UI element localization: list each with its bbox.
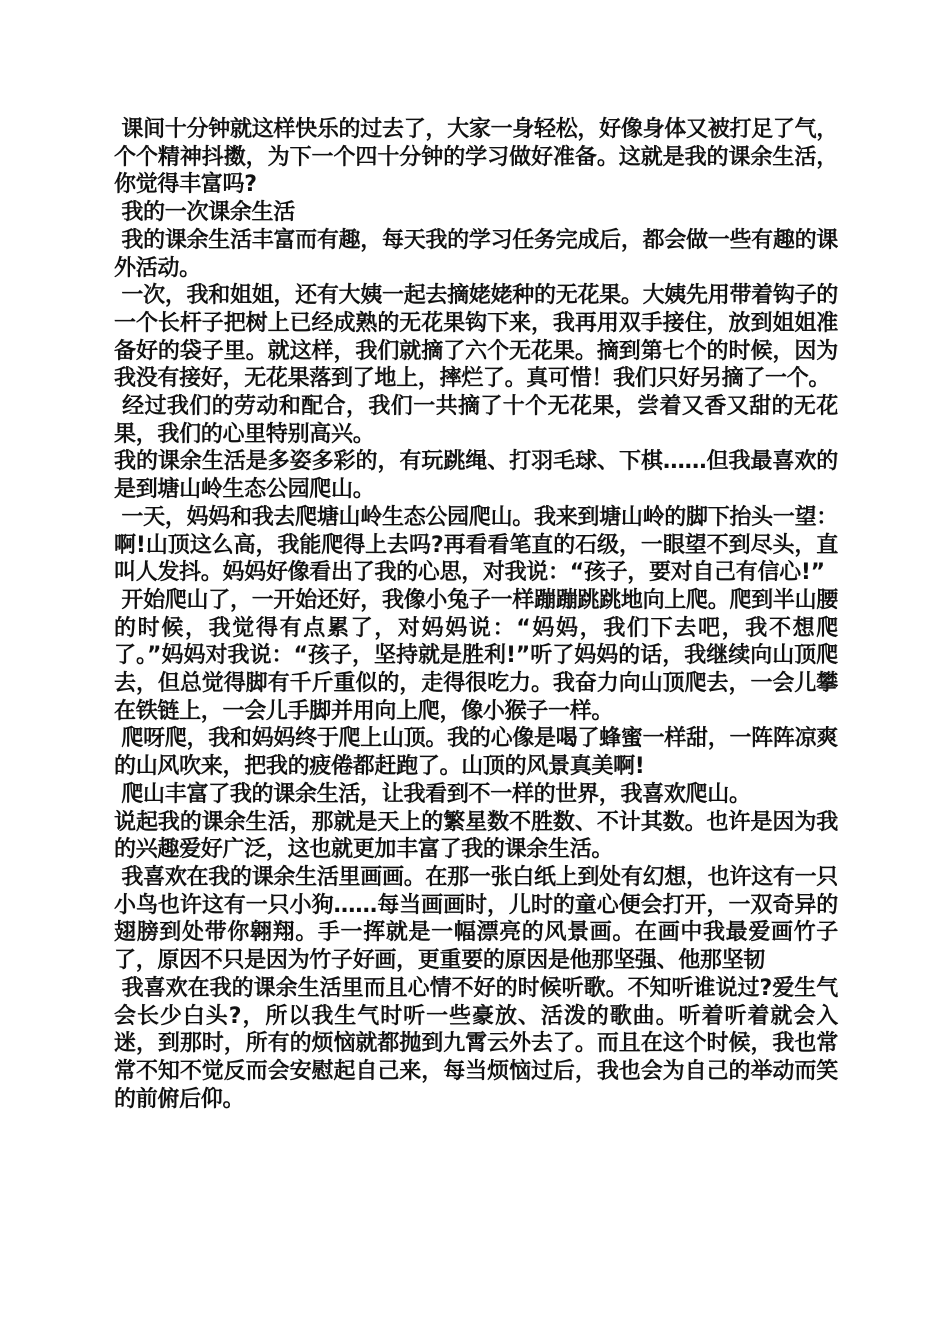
paragraph-interests: 说起我的课余生活，那就是天上的繁星数不胜数、不计其数。也许是因为我的兴趣爱好广泛，这也就更加丰富了我的课余生活。 xyxy=(114,809,838,863)
paragraph-summit: 爬呀爬，我和妈妈终于爬上山顶。我的心像是喝了蜂蜜一样甜，一阵阵凉爽的山风吹来，把我的疲倦都赶跑了。山顶的风景真美啊! xyxy=(114,726,839,780)
paragraph-climb-start: 一天，妈妈和我去爬塘山岭生态公园爬山。我来到塘山岭的脚下抬头一望：啊!山顶这么高，我能爬得上去吗?再看看笔直的石级，一眼望不到尽头，直叫人发抖。妈妈好像看出了我的心思，对我说：“孩子，要对自己有信心!” xyxy=(114,504,839,586)
paragraph-drawing: 我喜欢在我的课余生活里画画。在那一张白纸上到处有幻想，也许这有一只小鸟也许这有一只小狗……每当画画时，儿时的童心便会打开，一双奇异的翅膀到处带你翱翔。手一挥就是一幅漂亮的风景画。在画中我最爱画竹子了，原因不只是因为竹子好画，更重要的原因是他那坚强、他那坚韧 xyxy=(114,864,839,974)
section-title: 我的一次课余生活 xyxy=(114,200,295,226)
document-page xyxy=(114,116,838,1113)
paragraph-music: 我喜欢在我的课余生活里而且心情不好的时候听歌。不知听谁说过?爱生气会长少白头?，所以我生气时听一些豪放、活泼的歌曲。听着听着就会入迷，到那时，所有的烦恼就都抛到九霄云外去了。而且在这个时候，我也常常不知不觉反而会安慰起自己来，每当烦恼过后，我也会为自己的举动而笑的前俯后仰。 xyxy=(114,975,838,1112)
paragraph-climb-middle: 开始爬山了，一开始还好，我像小兔子一样蹦蹦跳跳地向上爬。爬到半山腰的时候，我觉得有点累了，对妈妈说：“妈妈，我们下去吧，我不想爬了。”妈妈对我说：“孩子，坚持就是胜利!”听了妈妈的话，我继续向山顶爬去，但总觉得脚有千斤重似的，走得很吃力。我奋力向山顶爬去，一会儿攀在铁链上，一会儿手脚并用向上爬，像小猴子一样。 xyxy=(114,587,839,724)
paragraph-fig-result: 经过我们的劳动和配合，我们一共摘了十个无花果，尝着又香又甜的无花果，我们的心里特别高兴。 xyxy=(114,394,839,447)
paragraph-hobbies: 我的课余生活是多姿多彩的，有玩跳绳、打羽毛球、下棋……但我最喜欢的是到塘山岭生态公园爬山。 xyxy=(114,449,838,503)
paragraph-climb-conclusion: 爬山丰富了我的课余生活，让我看到不一样的世界，我喜欢爬山。 xyxy=(114,781,751,807)
paragraph-picking-figs: 一次，我和姐姐，还有大姨一起去摘姥姥种的无花果。大姨先用带着钩子的一个长杆子把树上已经成熟的无花果钩下来，我再用双手接住，放到姐姐准备好的袋子里。就这样，我们就摘了六个无花果。摘到第七个的时候，因为我没有接好，无花果落到了地上，摔烂了。真可惜！我们只好另摘了一个。 xyxy=(114,283,839,392)
paragraph-intro: 我的课余生活丰富而有趣，每天我的学习任务完成后，都会做一些有趣的课外活动。 xyxy=(114,227,839,281)
paragraph-break-time-summary: 课间十分钟就这样快乐的过去了，大家一身轻松，好像身体又被打足了气，个个精神抖擞，为下一个四十分钟的学习做好准备。这就是我的课余生活，你觉得丰富吗? xyxy=(114,117,839,198)
